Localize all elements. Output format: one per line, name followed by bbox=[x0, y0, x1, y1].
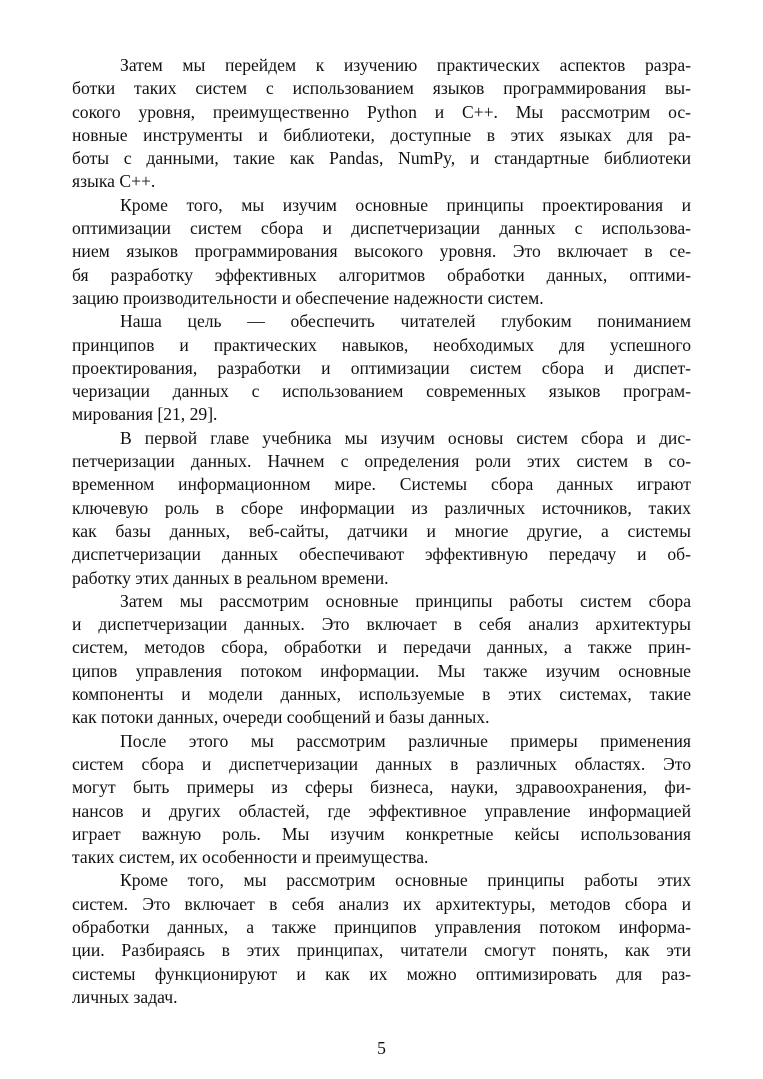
paragraph-1 bbox=[72, 54, 691, 194]
paragraph-2 bbox=[72, 194, 691, 310]
text-line: могут быть примеры из сферы бизнеса, науки, здравоохранения, фи- bbox=[72, 777, 691, 798]
text-line: и диспетчеризации данных. Это включает в себя анализ архитектуры bbox=[72, 614, 691, 635]
text-line: сокого уровня, преимущественно Python и C++. Мы рассмотрим ос- bbox=[72, 101, 691, 122]
text-line: После этого мы рассмотрим различные примеры применения bbox=[120, 730, 691, 751]
text-line: боты с данными, такие как Pandas, NumPy, и стандартные библиотеки bbox=[72, 148, 691, 169]
text-line: оптимизации систем сбора и диспетчеризации данных с использова- bbox=[72, 218, 691, 239]
page-number: 5 bbox=[377, 1038, 386, 1058]
text-line: проектирования, разработки и оптимизации систем сбора и диспет- bbox=[72, 357, 691, 378]
text-line: личных задач. bbox=[72, 986, 178, 1007]
text-line: зацию производительности и обеспечение надежности систем. bbox=[72, 287, 544, 308]
text-line: Затем мы перейдем к изучению практических аспектов разра- bbox=[120, 55, 691, 75]
text-line: обработки данных, а также принципов управления потоком информа- bbox=[72, 916, 691, 937]
text-line: системы функционируют и как их можно оптимизировать для раз- bbox=[72, 963, 691, 984]
paragraph-4 bbox=[72, 427, 691, 590]
paragraph-3 bbox=[72, 310, 691, 426]
text-line: Кроме того, мы изучим основные принципы проектирования и bbox=[120, 194, 691, 215]
text-line: языка C++. bbox=[72, 171, 156, 192]
text-line: Наша цель — обеспечить читателей глубоким пониманием bbox=[120, 311, 691, 332]
text-line: как потоки данных, очереди сообщений и базы данных. bbox=[72, 707, 490, 728]
paragraph-5 bbox=[72, 590, 691, 730]
text-line: работку этих данных в реальном времени. bbox=[72, 567, 389, 588]
text-line: принципов и практических навыков, необходимых для успешного bbox=[72, 334, 691, 355]
text-line: бя разработку эффективных алгоритмов обработки данных, оптими- bbox=[72, 264, 691, 285]
text-line: нием языков программирования высокого уровня. Это включает в се- bbox=[72, 241, 691, 262]
text-line: систем. Это включает в себя анализ их архитектуры, методов сбора и bbox=[72, 893, 691, 914]
text-line: нансов и других областей, где эффективное управление информацией bbox=[72, 800, 691, 821]
text-line: ботки таких систем с использованием языков программирования вы- bbox=[72, 78, 691, 99]
text-line: петчеризации данных. Начнем с определения роли этих систем в со- bbox=[72, 451, 691, 472]
text-line: мирования [21, 29]. bbox=[72, 404, 218, 425]
text-line: диспетчеризации данных обеспечивают эффективную передачу и об- bbox=[72, 544, 691, 565]
text-line: временном информационном мире. Системы сбора данных играют bbox=[72, 474, 691, 495]
paragraph-6 bbox=[72, 730, 691, 870]
text-line: Кроме того, мы рассмотрим основные принципы работы этих bbox=[120, 870, 691, 891]
text-line: систем, методов сбора, обработки и передачи данных, а также прин- bbox=[72, 637, 691, 658]
text-line: ключевую роль в сборе информации из различных источников, таких bbox=[72, 497, 691, 518]
document-body bbox=[72, 54, 691, 1009]
text-line: ципов управления потоком информации. Мы также изучим основные bbox=[72, 660, 691, 681]
text-line: таких систем, их особенности и преимущества. bbox=[72, 847, 429, 868]
text-line: новные инструменты и библиотеки, доступные в этих языках для ра- bbox=[72, 124, 691, 145]
text-line: компоненты и модели данных, используемые в этих системах, такие bbox=[72, 684, 691, 705]
text-line: черизации данных с использованием современных языков програм- bbox=[72, 381, 691, 402]
text-line: Затем мы рассмотрим основные принципы работы систем сбора bbox=[120, 590, 691, 611]
text-line: систем сбора и диспетчеризации данных в различных областях. Это bbox=[72, 753, 691, 774]
text-line: В первой главе учебника мы изучим основы систем сбора и дис- bbox=[120, 427, 691, 448]
text-line: как базы данных, веб-сайты, датчики и многие другие, а системы bbox=[72, 520, 691, 541]
paragraph-7 bbox=[72, 869, 691, 1009]
text-line: ции. Разбираясь в этих принципах, читатели смогут понять, как эти bbox=[72, 940, 691, 961]
text-line: играет важную роль. Мы изучим конкретные кейсы использования bbox=[72, 823, 691, 844]
